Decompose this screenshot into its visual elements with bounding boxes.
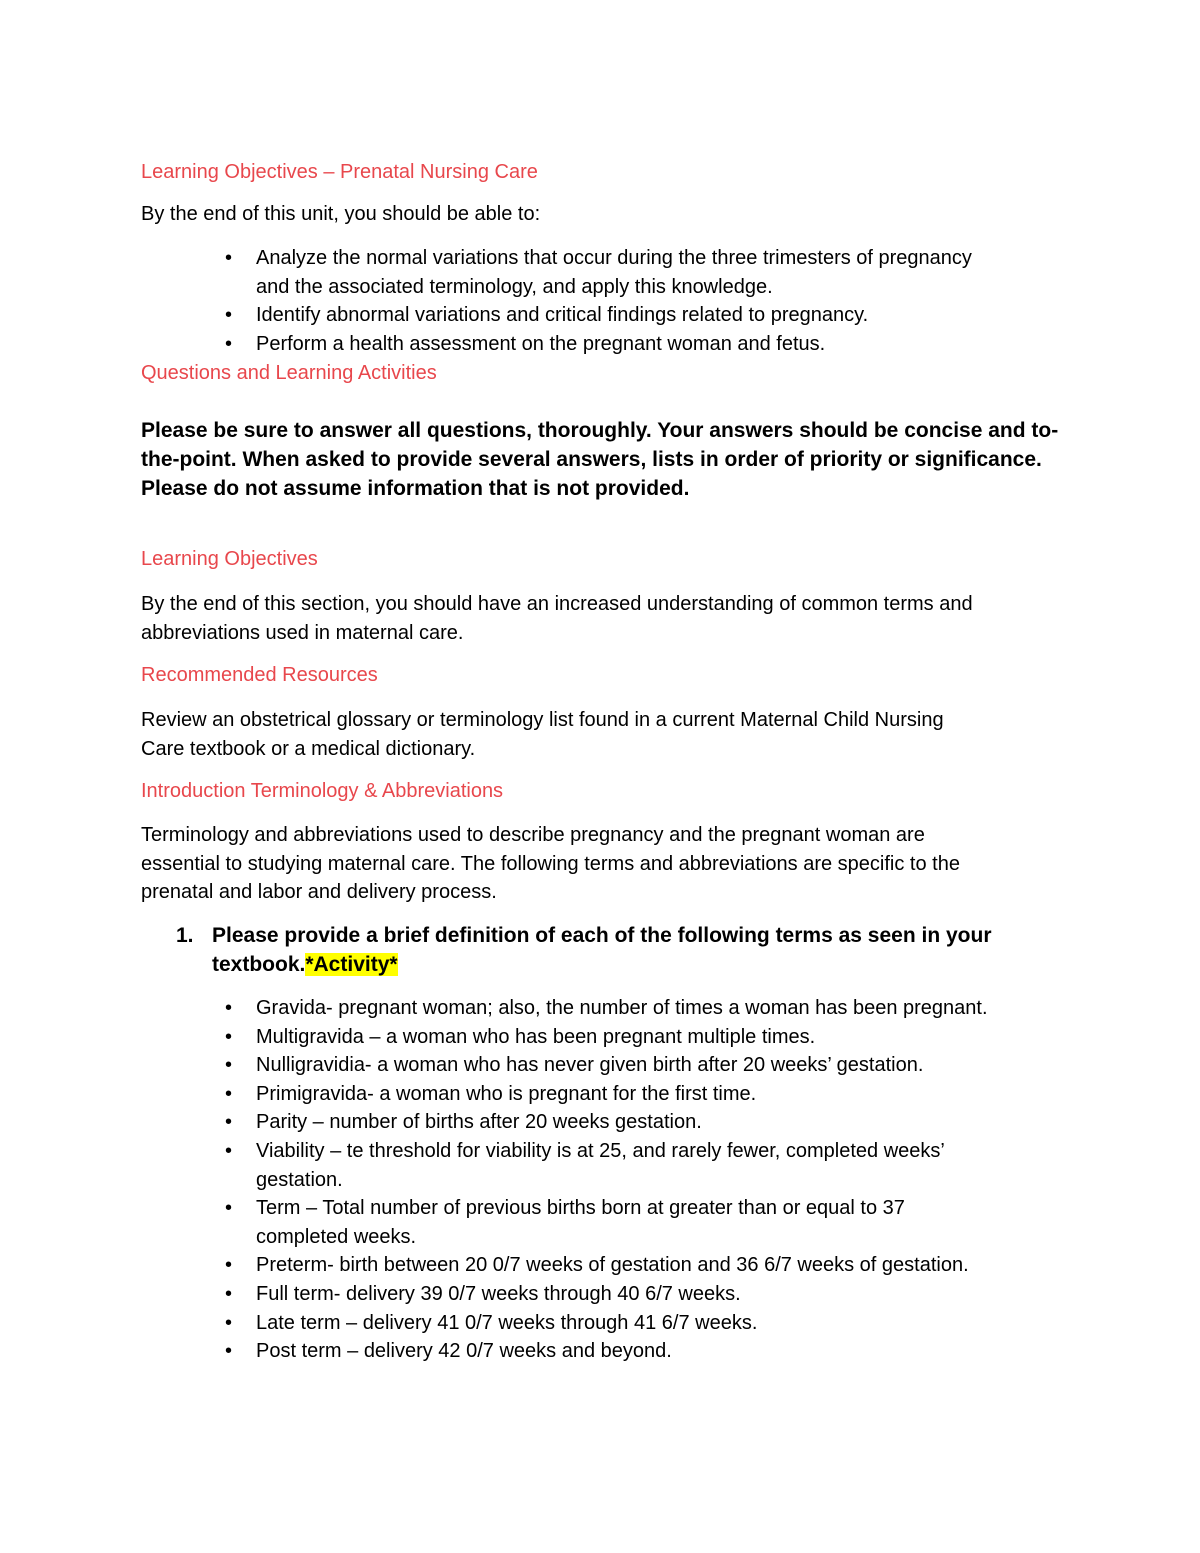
bullet-icon: • — [225, 247, 233, 269]
paragraph-line: Terminology and abbreviations used to describe pregnancy and the pregnant woman are — [141, 824, 925, 846]
paragraph-line: Care textbook or a medical dictionary. — [141, 737, 476, 760]
term-text: Preterm- birth between 20 0/7 weeks of gestation and 36 6/7 weeks of gestation. — [256, 1254, 969, 1277]
heading-recommended-resources: Recommended Resources — [141, 664, 378, 686]
bullet-icon: • — [225, 1254, 233, 1277]
heading-questions-activities: Questions and Learning Activities — [141, 362, 437, 384]
term-text: completed weeks. — [256, 1225, 417, 1248]
term-text: gestation. — [256, 1168, 343, 1191]
instructions-line: Please be sure to answer all questions, thoroughly. Your answers should be concise and to- — [141, 419, 1059, 442]
bullet-icon: • — [225, 332, 233, 355]
bullet-icon: • — [225, 1311, 233, 1334]
term-text: Primigravida- a woman who is pregnant for the first time. — [256, 1082, 757, 1105]
term-text: Viability – te threshold for viability is at 25, and rarely fewer, completed weeks’ — [256, 1140, 945, 1162]
term-text: Post term – delivery 42 0/7 weeks and beyond. — [256, 1340, 672, 1363]
term-text: Parity – number of births after 20 weeks gestation. — [256, 1111, 702, 1134]
bullet-icon: • — [225, 1025, 233, 1048]
bullet-icon: • — [225, 304, 233, 327]
paragraph-line: abbreviations used in maternal care. — [141, 621, 464, 644]
heading-prenatal-objectives: Learning Objectives – Prenatal Nursing Care — [141, 161, 538, 183]
paragraph-line: essential to studying maternal care. The following terms and abbreviations are specific to the — [141, 852, 960, 875]
bullet-icon: • — [225, 1340, 233, 1363]
bullet-icon: • — [225, 1140, 233, 1162]
term-text: Full term- delivery 39 0/7 weeks through 40 6/7 weeks. — [256, 1283, 741, 1305]
instructions-line: Please do not assume information that is not provided. — [141, 477, 690, 500]
unit-intro-text: By the end of this unit, you should be able to: — [141, 203, 541, 225]
question-text — [212, 950, 398, 979]
paragraph-line: Review an obstetrical glossary or terminology list found in a current Maternal Child Nursing — [141, 709, 944, 731]
question-text-part: textbook. — [212, 953, 306, 976]
instructions-line: the-point. When asked to provide several answers, lists in order of priority or significance. — [141, 448, 1042, 471]
paragraph-line: prenatal and labor and delivery process. — [141, 881, 497, 904]
list-item-text: Perform a health assessment on the pregnant woman and fetus. — [256, 332, 826, 355]
term-text: Term – Total number of previous births born at greater than or equal to 37 — [256, 1197, 905, 1220]
term-text: Gravida- pregnant woman; also, the number of times a woman has been pregnant. — [256, 997, 988, 1019]
bullet-icon: • — [225, 997, 233, 1019]
activity-highlight: *Activity* — [305, 953, 398, 976]
list-item-text: Analyze the normal variations that occur during the three trimesters of pregnancy — [256, 247, 972, 269]
bullet-icon: • — [225, 1054, 233, 1077]
bullet-icon: • — [225, 1197, 233, 1220]
term-text: Nulligravidia- a woman who has never given birth after 20 weeks’ gestation. — [256, 1054, 924, 1077]
term-text: Multigravida – a woman who has been pregnant multiple times. — [256, 1025, 816, 1048]
question-text: Please provide a brief definition of each of the following terms as seen in your — [212, 924, 992, 947]
bullet-icon: • — [225, 1082, 233, 1105]
term-text: Late term – delivery 41 0/7 weeks through 41 6/7 weeks. — [256, 1311, 758, 1334]
heading-terminology-abbreviations: Introduction Terminology & Abbreviations — [141, 780, 504, 802]
heading-learning-objectives: Learning Objectives — [141, 548, 318, 570]
list-item-text: and the associated terminology, and apply this knowledge. — [256, 275, 773, 298]
paragraph-line: By the end of this section, you should have an increased understanding of common terms and — [141, 593, 973, 615]
bullet-icon: • — [225, 1283, 233, 1305]
bullet-icon: • — [225, 1111, 233, 1134]
list-item-text: Identify abnormal variations and critical findings related to pregnancy. — [256, 304, 869, 327]
question-number: 1. — [176, 924, 194, 947]
